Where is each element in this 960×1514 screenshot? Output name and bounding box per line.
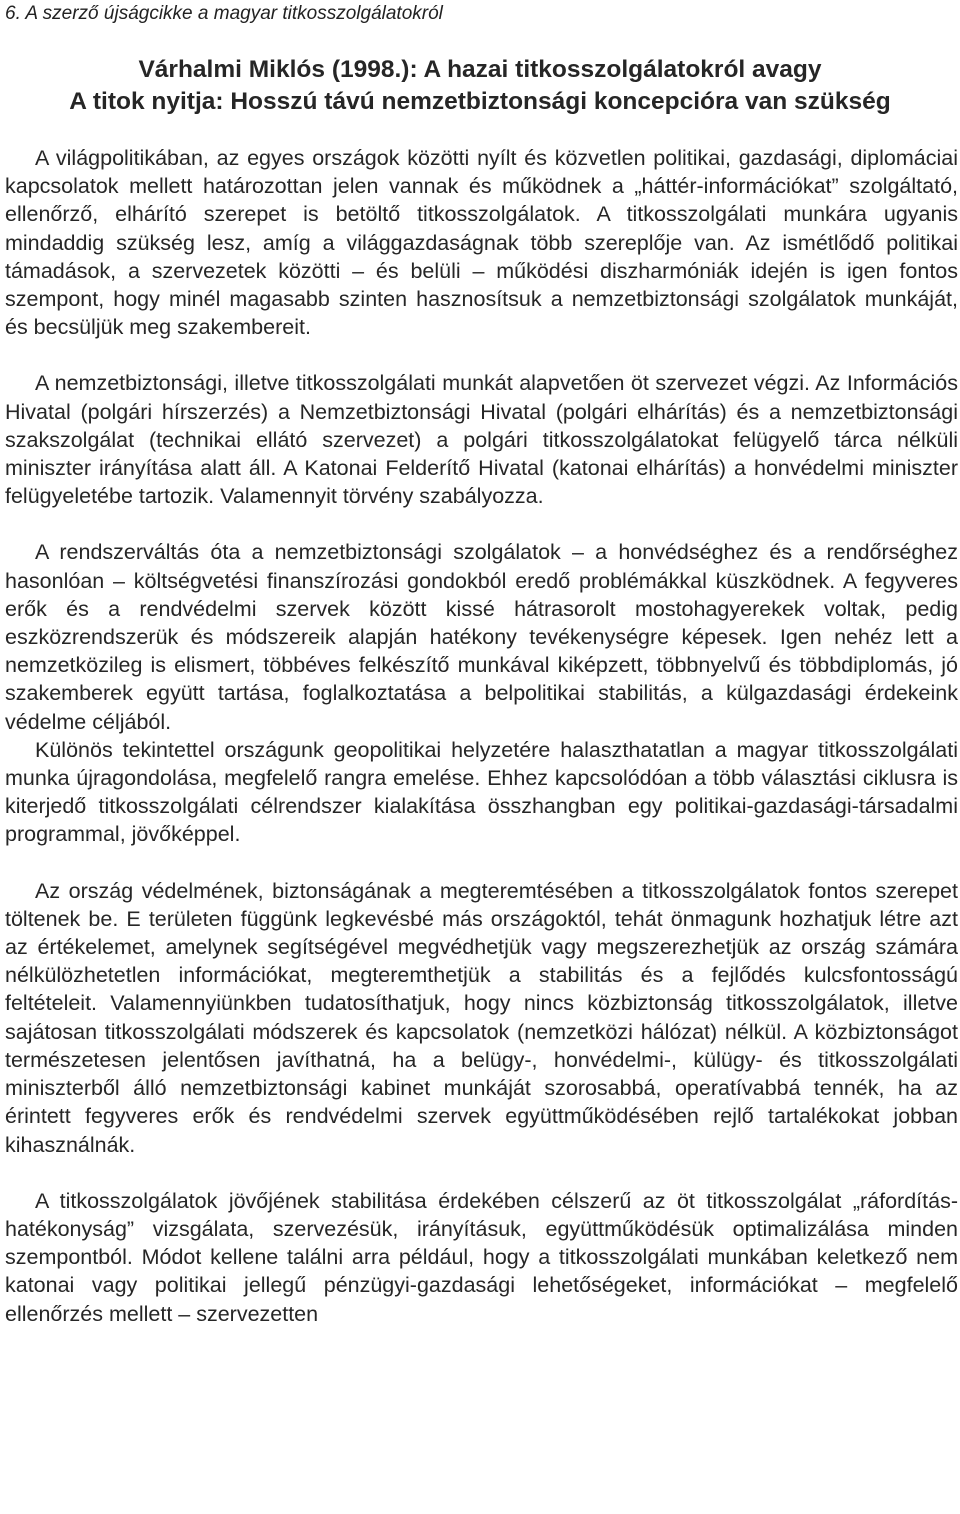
paragraph-2: A nemzetbiztonsági, illetve titkosszolgálati munkát alapvetően öt szervezet végzi. Az Információs Hivatal (polgári hírszerzés) a Nemzetbiztonsági Hivatal (polgári elhárítás) és a nemzetbiztonsági szakszolgálat (technikai ellátó szervezet) a polgári titkosszolgálatokat felügyelő tárca nélküli miniszter irányítása alatt áll. A Katonai Felderítő Hivatal (katonai elhárítás) a honvédelmi miniszter felügyeletébe tartozik. Valamennyit törvény szabályozza. xyxy=(5,371,958,509)
paragraph-3: A rendszerváltás óta a nemzetbiztonsági szolgálatok – a honvédséghez és a rendőrséghez hasonlóan – költségvetési finanszírozási gondokból eredő problémákkal küszködnek. A fegyveres erők és a rendvédelmi szervek között kissé hátrasorolt mostohagyerekek voltak, pedig eszközrendszerük és módszereik alapján hatékony tevékenységre képesek. Igen nehéz lett a nemzetközileg is elismert, többéves felkészítő munkával kiképzett, többnyelvű és többdiplomás, jó szakemberek együtt tartása, foglalkoztatása a belpolitikai stabilitás, a külgazdasági érdekeink védelme céljából. xyxy=(5,540,958,734)
paragraph-5: Az ország védelmének, biztonságának a megteremtésében a titkosszolgálatok fontos szerepet töltenek be. E területen függünk legkevésbé más országoktól, tehát önmagunk hozhatjuk létre azt az értékelemet, amelynek segítségével megvédhetjük vagy megszerezhetjük az ország számára nélkülözhetetlen információkat, megteremthetjük a stabilitás és a fejlődés kulcsfontosságú feltételeit. Valamennyiünkben tudatosíthatjuk, hogy nincs közbiztonság titkosszolgálatok, illetve sajátosan titkosszolgálati módszerek és kapcsolatok (nemzetközi hálózat) nélkül. A közbiztonságot természetesen jelentősen javíthatná, ha a belügy-, honvédelmi-, külügy- és titkosszolgálati miniszterből álló nemzetbiztonsági kabinet munkáját szorosabbá, operatívabbá tennék, ha az érintett fegyveres erők és rendvédelmi szervek együttműködésében rejlő tartalékokat jobban kihasználnák. xyxy=(5,878,958,1157)
paragraph-4: Különös tekintettel országunk geopolitikai helyzetére halaszthatatlan a magyar titkosszolgálati munka újragondolása, megfelelő rangra emelése. Ehhez kapcsolódóan a több választási ciklusra is kiterjedő titkosszolgálati célrendszer kialakítása összhangban egy politikai-gazdasági-társadalmi programmal, jövőképpel. xyxy=(5,737,958,847)
article-body xyxy=(5,144,958,1328)
article-title-line-2: A titok nyitja: Hosszú távú nemzetbiztonsági koncepcióra van szükség xyxy=(69,88,891,115)
paragraph-6: A titkosszolgálatok jövőjének stabilitása érdekében célszerű az öt titkosszolgálat „ráfordítás-hatékonyság” vizsgálata, szervezésük, irányításuk, együttműködésük optimalizálása minden szempontból. Módot kellene találni arra például, hogy a titkosszolgálati munkában keletkező nem katonai vagy politikai jellegű pénzügyi-gazdasági lehetőségeket, információkat – megfelelő ellenőrzés mellett – szervezetten xyxy=(5,1188,958,1326)
paragraph-1: A világpolitikában, az egyes országok közötti nyílt és közvetlen politikai, gazdasági, diplomáciai kapcsolatok mellett határozottan jelen vannak és működnek a „háttér-információkat” szolgáltató, ellenőrző, elhárító szerepet is betöltő titkosszolgálatok. A titkosszolgálati munkára ugyanis mindaddig szükség lesz, amíg a világgazdaságnak több szereplője van. Az ismétlődő politikai támadások, a szervezetek közötti – és belüli – működési diszharmóniák idején is igen fontos szempont, hogy minél magasabb szinten hasznosítsuk a nemzetbiztonsági szolgálatok munkáját, és becsüljük meg szakembereit. xyxy=(5,146,958,340)
article-title xyxy=(0,54,960,118)
article-title-line-1: Várhalmi Miklós (1998.): A hazai titkosszolgálatokról avagy xyxy=(138,56,822,83)
running-head: 6. A szerző újságcikke a magyar titkosszolgálatokról xyxy=(5,3,443,24)
